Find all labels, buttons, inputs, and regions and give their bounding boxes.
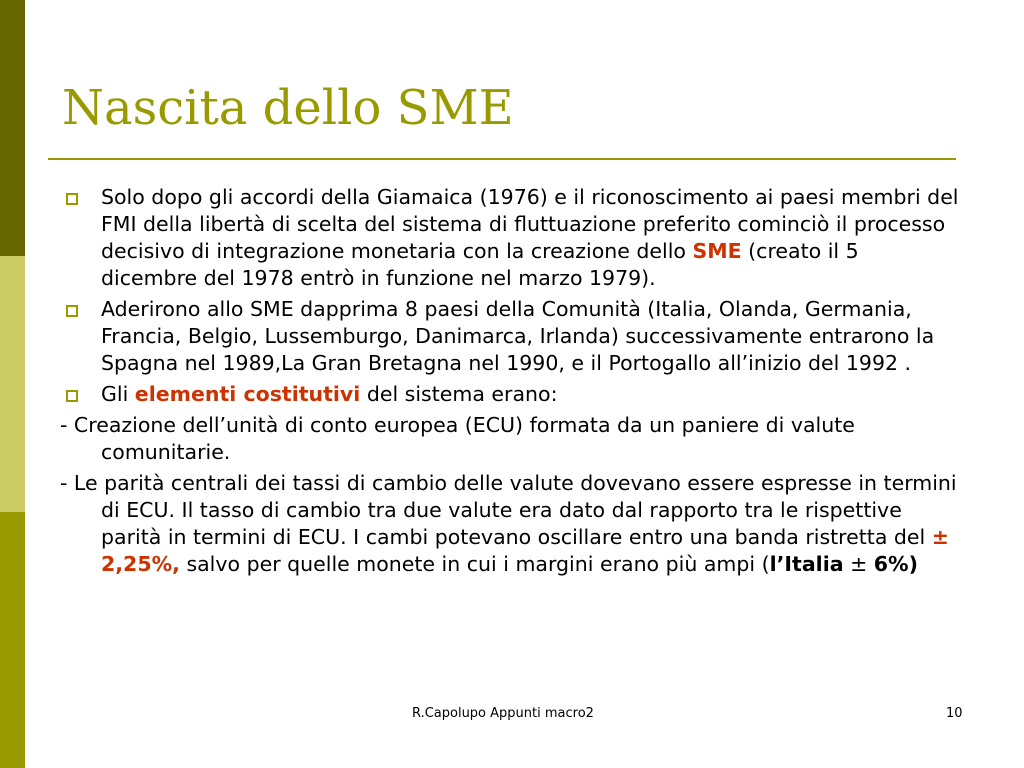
side-bar-dark xyxy=(0,0,25,256)
bold-percent: 6%) xyxy=(873,552,918,576)
highlight-band: 2,25%, xyxy=(101,552,180,576)
paragraph-text: Gli xyxy=(101,382,135,406)
plus-minus-symbol: ± xyxy=(931,525,949,549)
title-divider xyxy=(48,158,956,160)
plus-minus-symbol: ± xyxy=(843,552,874,576)
footer-author: R.Capolupo Appunti macro2 xyxy=(412,706,594,721)
highlight-sme: SME xyxy=(692,239,742,263)
page-number: 10 xyxy=(946,706,963,721)
bullet-paragraph-3 xyxy=(60,381,960,408)
square-bullet-icon xyxy=(66,193,78,205)
slide-title: Nascita dello SME xyxy=(62,80,514,136)
bullet-paragraph-1 xyxy=(60,184,960,292)
paragraph-text: salvo per quelle monete in cui i margini erano più ampi ( xyxy=(179,552,770,576)
paragraph-text: - Creazione dell’unità di conto europea (ECU) formata da un paniere di valute comunitarie. xyxy=(60,413,855,464)
dash-paragraph-1 xyxy=(60,412,960,466)
slide-body xyxy=(60,184,960,582)
side-bar-olive xyxy=(0,512,25,768)
paragraph-text: del sistema erano: xyxy=(360,382,558,406)
side-bar-light xyxy=(0,256,25,512)
paragraph-text: Solo dopo gli accordi della Giamaica (1976) e il riconoscimento ai paesi membri del FMI della libertà di scelta del sistema di fluttuazione preferito cominciò il processo decisivo di integrazione monetaria con la creazione dello xyxy=(101,185,959,263)
square-bullet-icon xyxy=(66,305,78,317)
square-bullet-icon xyxy=(66,390,78,402)
bold-italia: l’Italia xyxy=(769,552,844,576)
paragraph-text: (creato il 5 dicembre del 1978 entrò in funzione nel marzo 1979). xyxy=(101,239,859,290)
highlight-elementi: elementi costitutivi xyxy=(134,382,361,406)
paragraph-text: - Le parità centrali dei tassi di cambio delle valute dovevano essere espresse in termini di ECU. Il tasso di cambio tra due valute era dato dal rapporto tra le rispettive parità in termini di ECU. I cambi potevano oscillare entro una banda ristretta del xyxy=(60,471,957,549)
dash-paragraph-2 xyxy=(60,470,960,578)
paragraph-text: Aderirono allo SME dapprima 8 paesi della Comunità (Italia, Olanda, Germania, Francia, Belgio, Lussemburgo, Danimarca, Irlanda) successivamente entrarono la Spagna nel 1989,La Gran Bretagna nel 1990, e il Portogallo all’inizio del 1992 . xyxy=(101,297,935,375)
bullet-paragraph-2 xyxy=(60,296,960,377)
